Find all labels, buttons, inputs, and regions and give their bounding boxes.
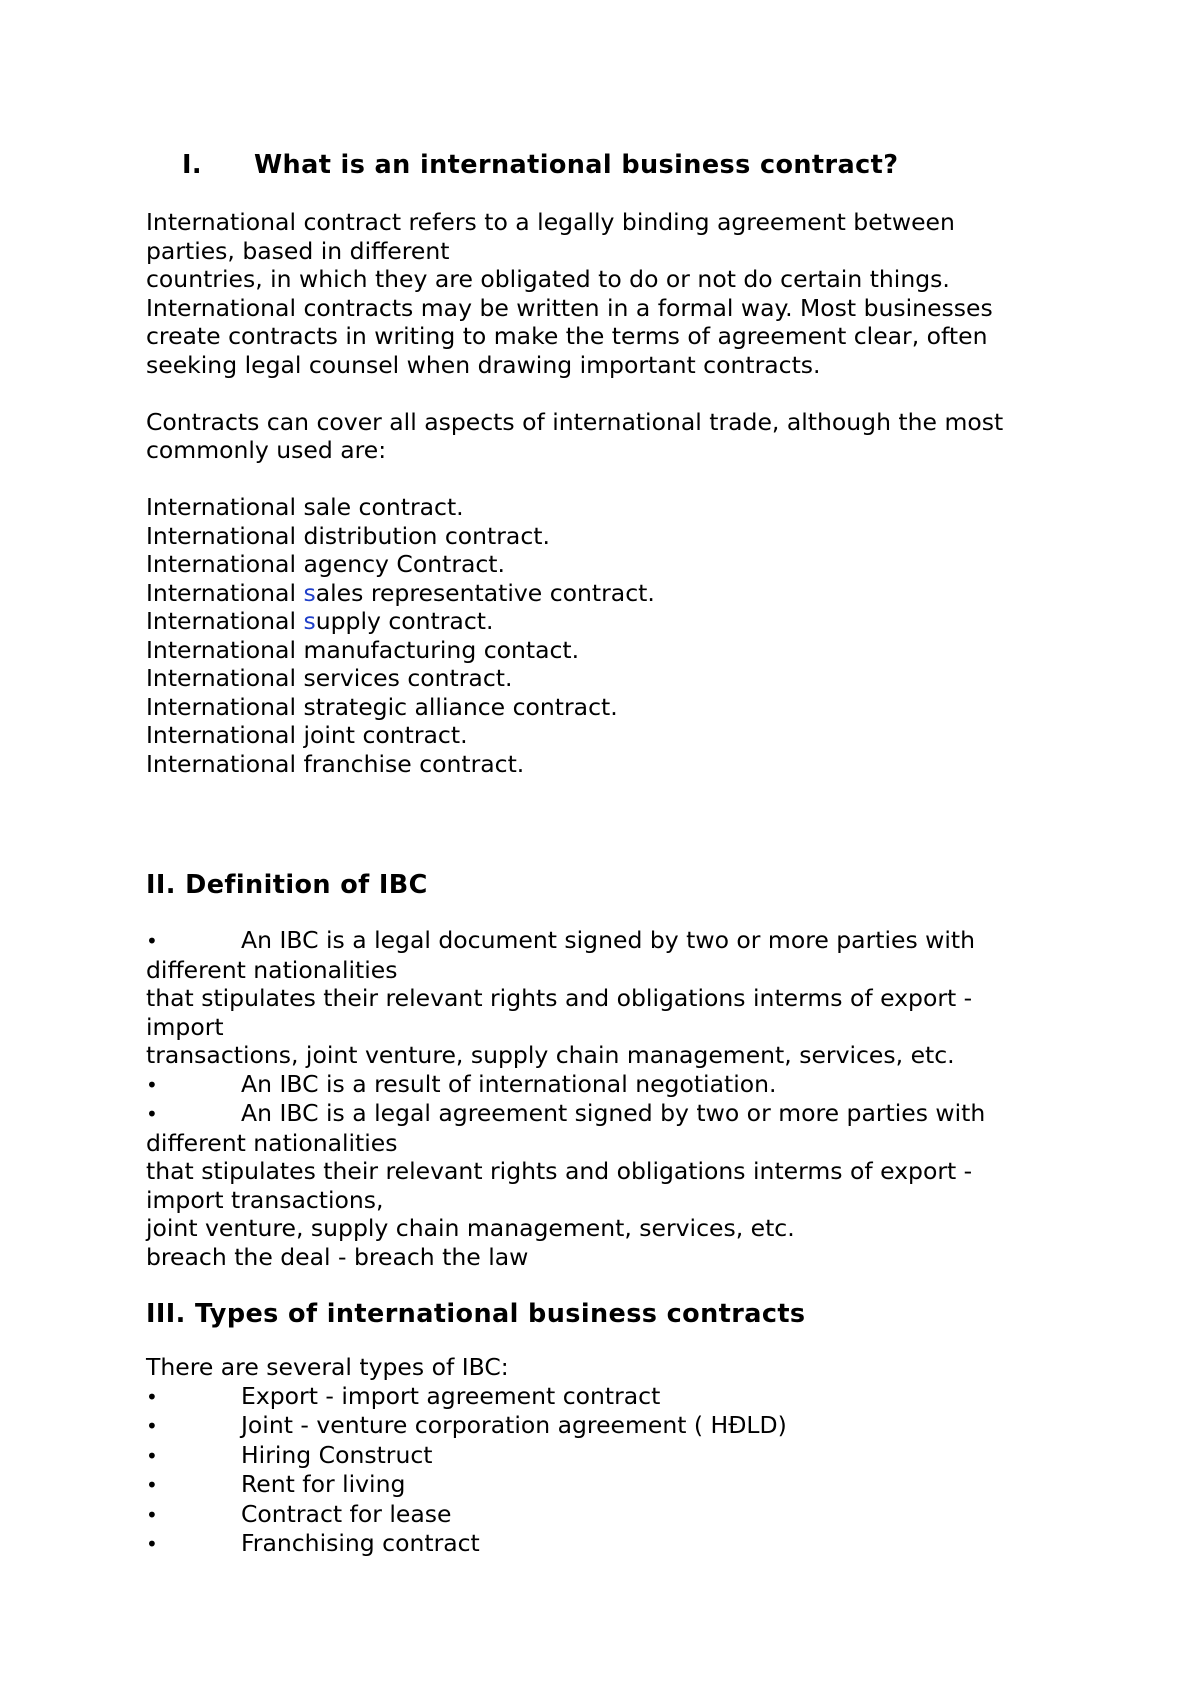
bullet-icon: • xyxy=(146,1102,158,1126)
text-line: that stipulates their relevant rights and obligations interms of export - xyxy=(146,1157,973,1185)
list-item: International distribution contract. xyxy=(146,521,550,550)
text-line: breach the deal - breach the law xyxy=(146,1242,529,1271)
bullet-text: An IBC is a legal document signed by two or more parties with xyxy=(241,926,976,954)
bullet-text: An IBC is a legal agreement signed by two or more parties with xyxy=(241,1099,986,1127)
list-item-text: Export - import agreement contract xyxy=(241,1381,661,1410)
section-3-intro: There are several types of IBC: xyxy=(146,1353,509,1381)
text-line: parties, based in different xyxy=(146,236,450,265)
definition-bullet-2 xyxy=(146,1070,1066,1100)
paragraph-gap xyxy=(146,465,1066,494)
text-line: import xyxy=(146,1012,224,1041)
list-item: International manufacturing contact. xyxy=(146,635,580,664)
definition-bullet-3 xyxy=(146,1099,1066,1271)
section-1-number: I. xyxy=(182,150,202,180)
list-item xyxy=(146,579,1066,608)
paragraph-gap xyxy=(146,379,1066,408)
list-item: International strategic alliance contract. xyxy=(146,692,618,721)
bullet-icon: • xyxy=(146,1414,158,1438)
section-gap xyxy=(146,778,1066,868)
list-item-suffix: upply contract. xyxy=(315,607,494,635)
list-item xyxy=(146,1529,1066,1559)
list-item xyxy=(146,1470,1066,1500)
text-line: create contracts in writing to make the terms of agreement clear, often xyxy=(146,322,988,350)
list-item xyxy=(146,607,1066,636)
list-item xyxy=(146,1411,1066,1441)
text-line: different nationalities xyxy=(146,955,398,984)
bullet-icon: • xyxy=(146,1502,158,1527)
text-line: different nationalities xyxy=(146,1128,398,1157)
list-item: International sale contract. xyxy=(146,493,464,521)
list-item: International services contract. xyxy=(146,664,513,692)
document-body xyxy=(146,130,1066,1559)
section-gap xyxy=(146,1271,1066,1297)
bullet-row xyxy=(146,1070,1066,1100)
bullet-row xyxy=(146,926,1066,956)
list-item-text: Contract for lease xyxy=(241,1499,452,1528)
section-1-title: What is an international business contract? xyxy=(254,150,899,180)
section-1-paragraph-2 xyxy=(146,408,1066,465)
list-item: International joint contract. xyxy=(146,721,468,749)
text-line: that stipulates their relevant rights and obligations interms of export - xyxy=(146,984,973,1012)
text-line: commonly used are: xyxy=(146,436,387,464)
list-item xyxy=(146,1500,1066,1530)
bullet-icon: • xyxy=(146,1473,158,1497)
bullet-icon: • xyxy=(146,1384,158,1409)
text-line: joint venture, supply chain management, services, etc. xyxy=(146,1214,795,1242)
text-line: seeking legal counsel when drawing important contracts. xyxy=(146,350,821,379)
bullet-icon: • xyxy=(146,1532,158,1556)
list-item-text: Hiring Construct xyxy=(241,1440,433,1469)
definition-bullet-1 xyxy=(146,926,1066,1070)
list-item: International franchise contract. xyxy=(146,749,525,778)
text-line: import transactions, xyxy=(146,1185,384,1214)
list-item-text: Joint - venture corporation agreement ( HĐLD) xyxy=(241,1411,787,1439)
text-line: International contract refers to a legally binding agreement between xyxy=(146,208,955,236)
section-2-heading: II. Definition of IBC xyxy=(146,870,428,900)
ibc-types-list xyxy=(146,1382,1066,1559)
section-3-heading: III. Types of international business contracts xyxy=(146,1299,806,1329)
list-item xyxy=(146,1441,1066,1471)
bullet-icon: • xyxy=(146,1072,158,1097)
section-1-paragraph-1 xyxy=(146,208,1066,379)
bullet-text: An IBC is a result of international negotiation. xyxy=(241,1069,777,1098)
list-item xyxy=(146,1382,1066,1412)
list-item-text: Rent for living xyxy=(241,1470,406,1498)
list-item: International agency Contract. xyxy=(146,550,505,578)
text-line: International contracts may be written in a formal way. Most businesses xyxy=(146,293,993,322)
list-item-prefix: International xyxy=(146,607,304,635)
list-item-prefix: International xyxy=(146,578,304,607)
bullet-row xyxy=(146,1099,1066,1129)
text-line: countries, in which they are obligated to do or not do certain things. xyxy=(146,265,950,293)
text-line: transactions, joint venture, supply chain management, services, etc. xyxy=(146,1041,955,1069)
list-item-suffix: ales representative contract. xyxy=(315,578,655,607)
bullet-icon: • xyxy=(146,929,158,953)
list-item-text: Franchising contract xyxy=(241,1529,480,1557)
text-line: Contracts can cover all aspects of international trade, although the most xyxy=(146,407,1004,436)
contract-types-list xyxy=(146,493,1066,778)
section-1-heading xyxy=(146,148,1066,182)
highlighted-letter: s xyxy=(303,578,316,607)
bullet-icon: • xyxy=(146,1443,158,1468)
highlighted-letter: s xyxy=(303,607,316,635)
